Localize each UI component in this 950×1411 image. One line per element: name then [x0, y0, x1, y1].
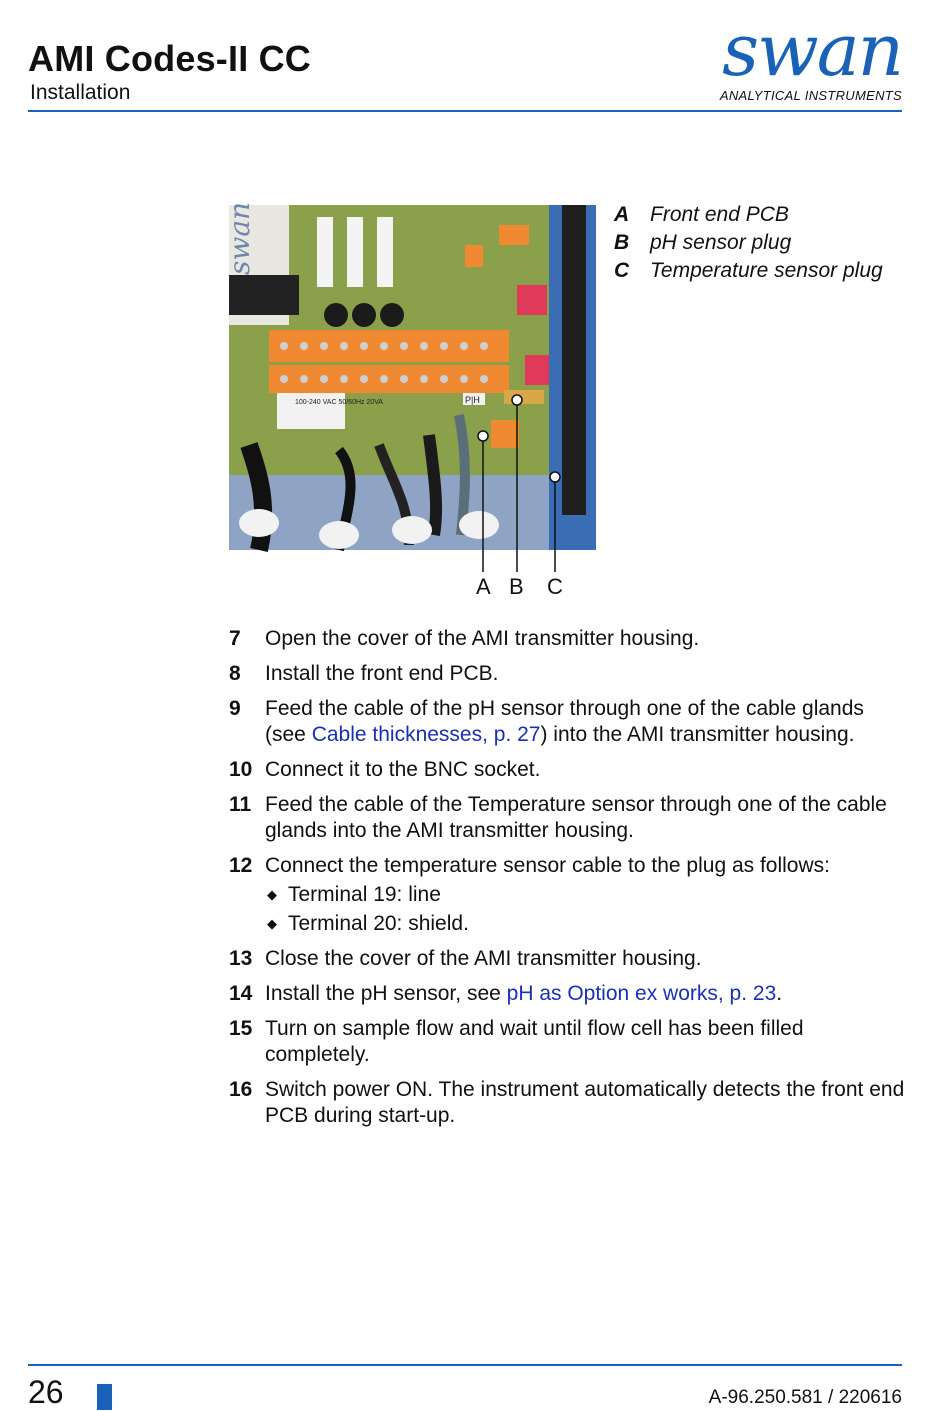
step-text: Switch power ON. The instrument automatically detects the front end PCB during start-up.	[265, 1078, 905, 1127]
step-number: 8	[229, 662, 241, 685]
callout-c: C	[547, 574, 563, 599]
bullet-text: Terminal 20: shield.	[288, 912, 469, 935]
section-subtitle: Installation	[30, 81, 131, 104]
page-number: 26	[28, 1374, 64, 1410]
bullet-item	[265, 911, 909, 937]
step-text: Connect the temperature sensor cable to the plug as follows:	[265, 854, 830, 877]
document-code: A-96.250.581 / 220616	[708, 1387, 902, 1408]
legend-item	[614, 229, 883, 257]
ph-label: P|H	[465, 395, 480, 405]
step-number: 13	[229, 947, 253, 970]
step-number: 9	[229, 697, 241, 720]
logo-tagline: ANALYTICAL INSTRUMENTS	[719, 88, 902, 103]
step-item	[229, 792, 909, 844]
step-number: 15	[229, 1017, 253, 1040]
diamond-bullet-icon: ◆	[267, 887, 277, 902]
step-text: Close the cover of the AMI transmitter housing.	[265, 947, 702, 970]
step-item	[229, 757, 909, 783]
step-text: Open the cover of the AMI transmitter housing.	[265, 627, 700, 650]
step-number: 12	[229, 854, 253, 877]
step-item	[229, 1016, 909, 1068]
ph-option-link[interactable]: pH as Option ex works, p. 23	[506, 982, 777, 1005]
callout-leaders	[229, 550, 596, 576]
step-number: 16	[229, 1078, 253, 1101]
legend-text: Front end PCB	[650, 203, 789, 226]
step-text: Connect it to the BNC socket.	[265, 758, 541, 781]
step-text-part: Feed the cable of the pH sensor through one of the cable glands (see	[265, 697, 864, 746]
swan-label-on-board: swan	[223, 201, 256, 275]
legend-item	[614, 257, 883, 285]
step-item	[229, 946, 909, 972]
legend-item	[614, 201, 883, 229]
figure-legend	[614, 201, 883, 285]
legend-text: Temperature sensor plug	[650, 259, 883, 282]
step-text: Turn on sample flow and wait until flow cell has been filled completely.	[265, 1017, 804, 1066]
step-text: Install the front end PCB.	[265, 662, 499, 685]
bullet-item	[265, 882, 909, 908]
swan-logo: swan	[722, 8, 902, 92]
cable-thicknesses-link[interactable]: Cable thicknesses, p. 27	[311, 723, 541, 746]
legend-text: pH sensor plug	[650, 231, 792, 254]
callout-b: B	[509, 574, 524, 599]
step-text: Feed the cable of the Temperature sensor through one of the cable glands into the AMI transmitter housing.	[265, 793, 887, 842]
pcb-photo	[223, 201, 596, 550]
step-number: 7	[229, 627, 241, 650]
voltage-label: 100-240 VAC 50/60Hz 20VA	[295, 399, 384, 406]
footer-rule	[28, 1364, 902, 1366]
instruction-steps	[229, 626, 909, 1138]
step-item	[229, 626, 909, 652]
legend-key: C	[614, 259, 630, 282]
header-rule	[28, 110, 902, 112]
step-item	[229, 696, 909, 748]
page-marker	[97, 1384, 112, 1410]
bullet-text: Terminal 19: line	[288, 883, 441, 906]
document-title: AMI Codes-II CC	[28, 38, 312, 79]
step-number: 14	[229, 982, 253, 1005]
step-text	[265, 981, 909, 1007]
step-text	[265, 696, 909, 748]
step-item	[229, 981, 909, 1007]
step-text-part: ) into the AMI transmitter housing.	[540, 723, 855, 746]
step-content	[265, 853, 909, 937]
step-text-part: .	[776, 982, 783, 1005]
diamond-bullet-icon: ◆	[267, 916, 277, 931]
legend-key: A	[614, 203, 630, 226]
step-item	[229, 1077, 909, 1129]
step-text-part: Install the pH sensor, see	[265, 982, 507, 1005]
step-item	[229, 661, 909, 687]
callout-a: A	[476, 574, 491, 599]
step-number: 11	[229, 793, 252, 816]
step-item	[229, 853, 909, 937]
legend-key: B	[614, 231, 630, 254]
step-number: 10	[229, 758, 253, 781]
